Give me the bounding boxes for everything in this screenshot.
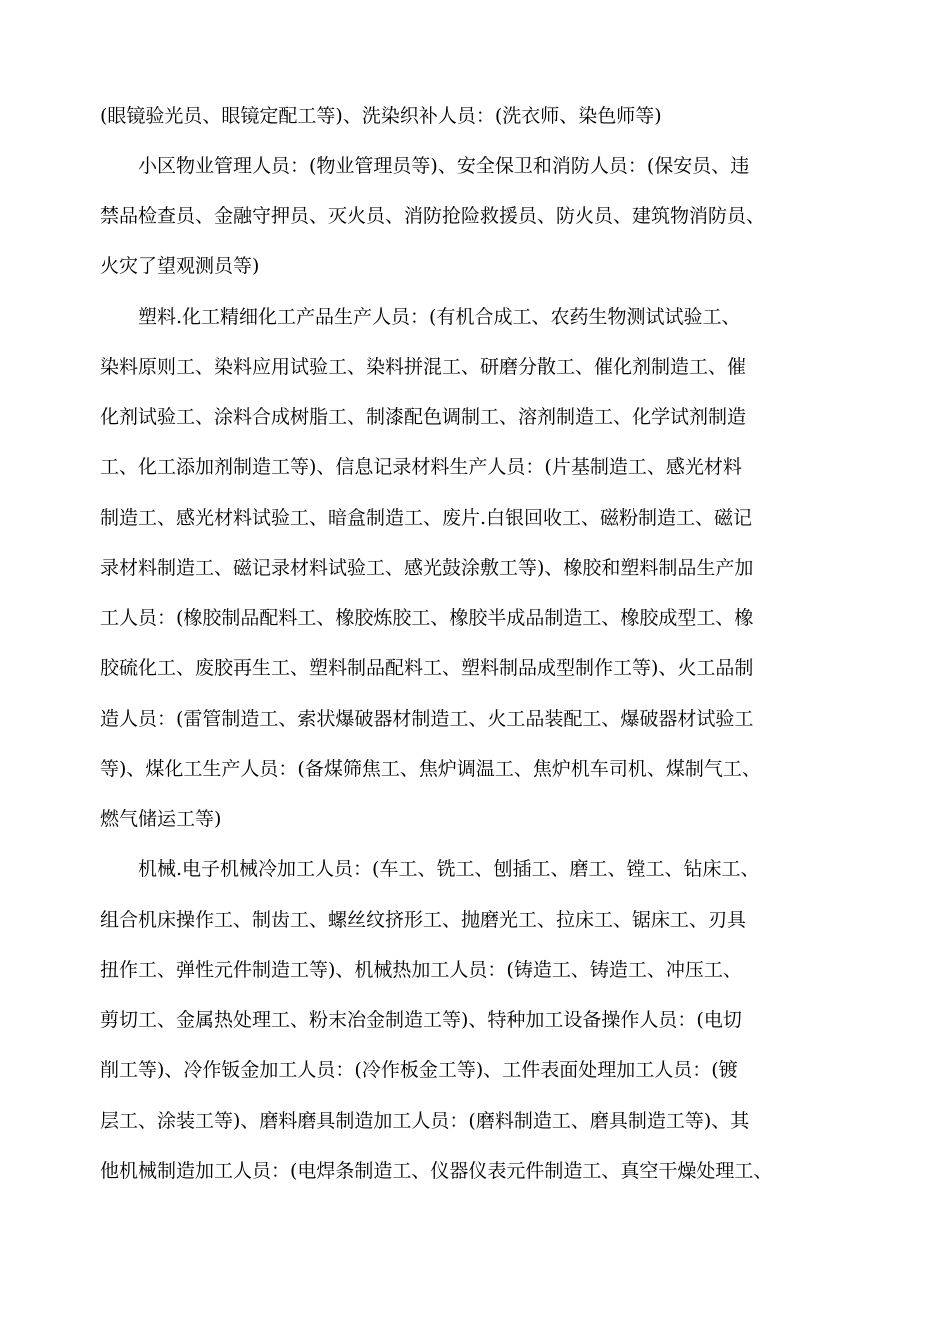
text-line: 造人员：(雷管制造工、索状爆破器材制造工、火工品装配工、爆破器材试验工 [100, 708, 754, 730]
paragraph-start-line: 塑料.化工精细化工产品生产人员：(有机合成工、农药生物测试试验工、 [138, 306, 741, 328]
text-line: 火灾了望观测员等) [100, 255, 260, 277]
text-line: (眼镜验光员、眼镜定配工等)、洗染织补人员：(洗衣师、染色师等) [100, 105, 662, 127]
text-line: 层工、涂装工等)、磨料磨具制造加工人员：(磨料制造工、磨具制造工等)、其 [100, 1110, 750, 1132]
paragraph-start-line: 小区物业管理人员：(物业管理员等)、安全保卫和消防人员：(保安员、违 [138, 155, 750, 177]
paragraph-start-line: 机械.电子机械冷加工人员：(车工、铣工、刨插工、磨工、镗工、钻床工、 [138, 858, 760, 880]
text-line: 他机械制造加工人员：(电焊条制造工、仪器仪表元件制造工、真空干燥处理工、 [100, 1160, 773, 1182]
text-line: 录材料制造工、磁记录材料试验工、感光鼓涂敷工等)、橡胶和塑料制品生产加 [100, 557, 754, 579]
text-line: 工、化工添加剂制造工等)、信息记录材料生产人员：(片基制造工、感光材料 [100, 456, 742, 478]
text-line: 燃气储运工等) [100, 808, 222, 830]
text-line: 化剂试验工、涂料合成树脂工、制漆配色调制工、溶剂制造工、化学试剂制造 [100, 406, 747, 428]
text-line: 组合机床操作工、制齿工、螺丝纹挤形工、抛磨光工、拉床工、锯床工、刃具 [100, 909, 747, 931]
text-line: 扭作工、弹性元件制造工等)、机械热加工人员：(铸造工、铸造工、冲压工、 [100, 959, 742, 981]
text-line: 染料原则工、染料应用试验工、染料拼混工、研磨分散工、催化剂制造工、催 [100, 356, 747, 378]
text-line: 削工等)、冷作钣金加工人员：(冷作板金工等)、工件表面处理加工人员：(镀 [100, 1059, 738, 1081]
text-line: 禁品检查员、金融守押员、灭火员、消防抢险救援员、防火员、建筑物消防员、 [100, 205, 766, 227]
text-line: 工人员：(橡胶制品配料工、橡胶炼胶工、橡胶半成品制造工、橡胶成型工、橡 [100, 607, 754, 629]
text-line: 剪切工、金属热处理工、粉末冶金制造工等)、特种加工设备操作人员：(电切 [100, 1009, 742, 1031]
text-line: 等)、煤化工生产人员：(备煤筛焦工、焦炉调温工、焦炉机车司机、煤制气工、 [100, 758, 761, 780]
text-line: 胶硫化工、废胶再生工、塑料制品配料工、塑料制品成型制作工等)、火工品制 [100, 657, 754, 679]
text-line: 制造工、感光材料试验工、暗盒制造工、废片.白银回收工、磁粉制造工、磁记 [100, 507, 753, 529]
